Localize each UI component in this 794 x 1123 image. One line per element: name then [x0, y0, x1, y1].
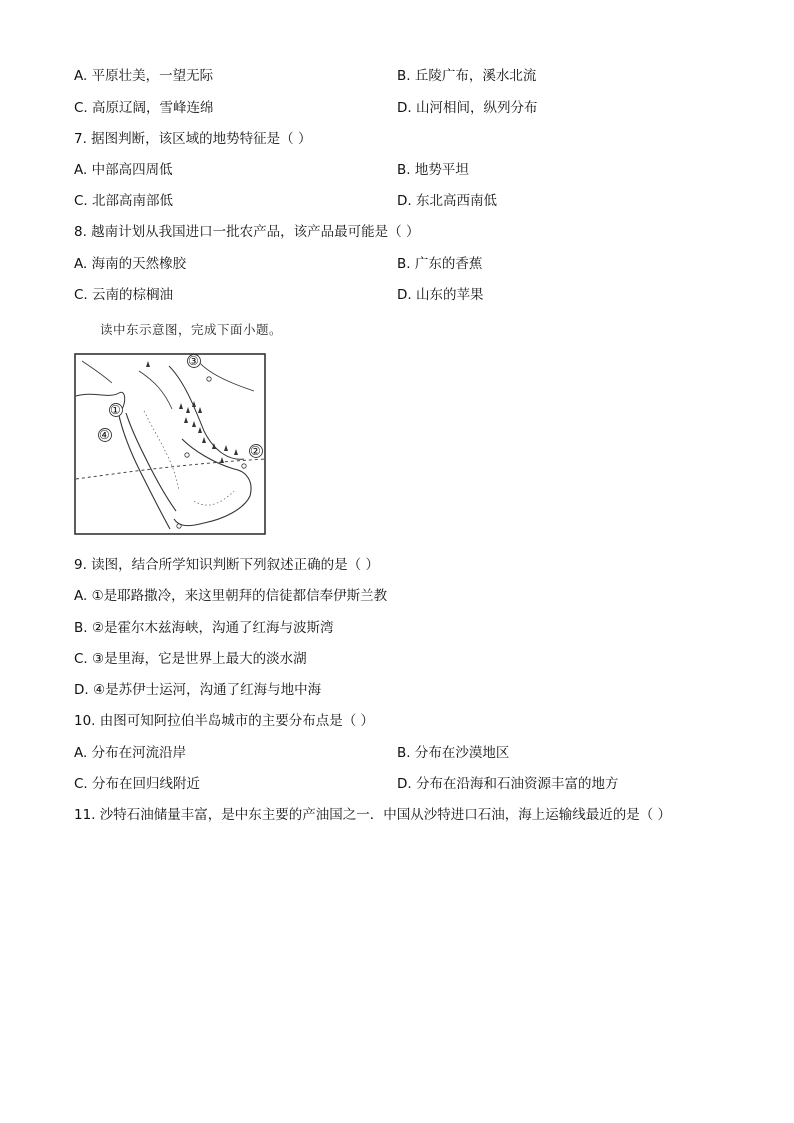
q7-option-c: C. 北部高南部低 — [74, 193, 174, 209]
q8-stem: 8. 越南计划从我国进口一批农产品，该产品最可能是（ ） — [74, 224, 420, 240]
q8-option-a: A. 海南的天然橡胶 — [74, 256, 187, 272]
q6-option-b: B. 丘陵广布，溪水北流 — [397, 68, 537, 84]
q10-option-b: B. 分布在沙漠地区 — [397, 745, 510, 761]
q9-option-d: D. ④是苏伊士运河，沟通了红海与地中海 — [74, 682, 322, 698]
passage-intro: 读中东示意图，完成下面小题。 — [100, 322, 283, 337]
q9-option-c: C. ③是里海，它是世界上最大的淡水湖 — [74, 651, 307, 667]
q10-option-d: D. 分布在沿海和石油资源丰富的地方 — [397, 776, 619, 792]
map-label-3: ③ — [188, 354, 199, 368]
q11-stem: 11. 沙特石油储量丰富，是中东主要的产油国之一．中国从沙特进口石油，海上运输线最近的是（ ） — [74, 807, 672, 823]
q10-option-c: C. 分布在回归线附近 — [74, 776, 201, 792]
middle-east-map — [74, 351, 268, 537]
q8-option-d: D. 山东的苹果 — [397, 287, 484, 303]
q7-option-d: D. 东北高西南低 — [397, 193, 497, 209]
q10-stem: 10. 由图可知阿拉伯半岛城市的主要分布点是（ ） — [74, 713, 375, 729]
q10-option-a: A. 分布在河流沿岸 — [74, 745, 187, 761]
q9-option-a: A. ①是耶路撒冷，来这里朝拜的信徒都信奉伊斯兰教 — [74, 588, 388, 604]
map-label-4: ④ — [99, 428, 110, 442]
map-label-2: ② — [250, 444, 261, 458]
q7-stem: 7. 据图判断，该区域的地势特征是（ ） — [74, 131, 312, 147]
q6-option-d: D. 山河相间，纵列分布 — [397, 100, 538, 116]
q6-option-c: C. 高原辽阔，雪峰连绵 — [74, 100, 214, 116]
map-label-1: ① — [110, 403, 121, 417]
q8-option-b: B. 广东的香蕉 — [397, 256, 483, 272]
q6-option-a: A. 平原壮美，一望无际 — [74, 68, 214, 84]
q7-option-b: B. 地势平坦 — [397, 162, 469, 178]
q9-option-b: B. ②是霍尔木兹海峡，沟通了红海与波斯湾 — [74, 620, 334, 636]
q9-stem: 9. 读图，结合所学知识判断下列叙述正确的是（ ） — [74, 557, 379, 573]
q8-option-c: C. 云南的棕榈油 — [74, 287, 174, 303]
q7-option-a: A. 中部高四周低 — [74, 162, 173, 178]
